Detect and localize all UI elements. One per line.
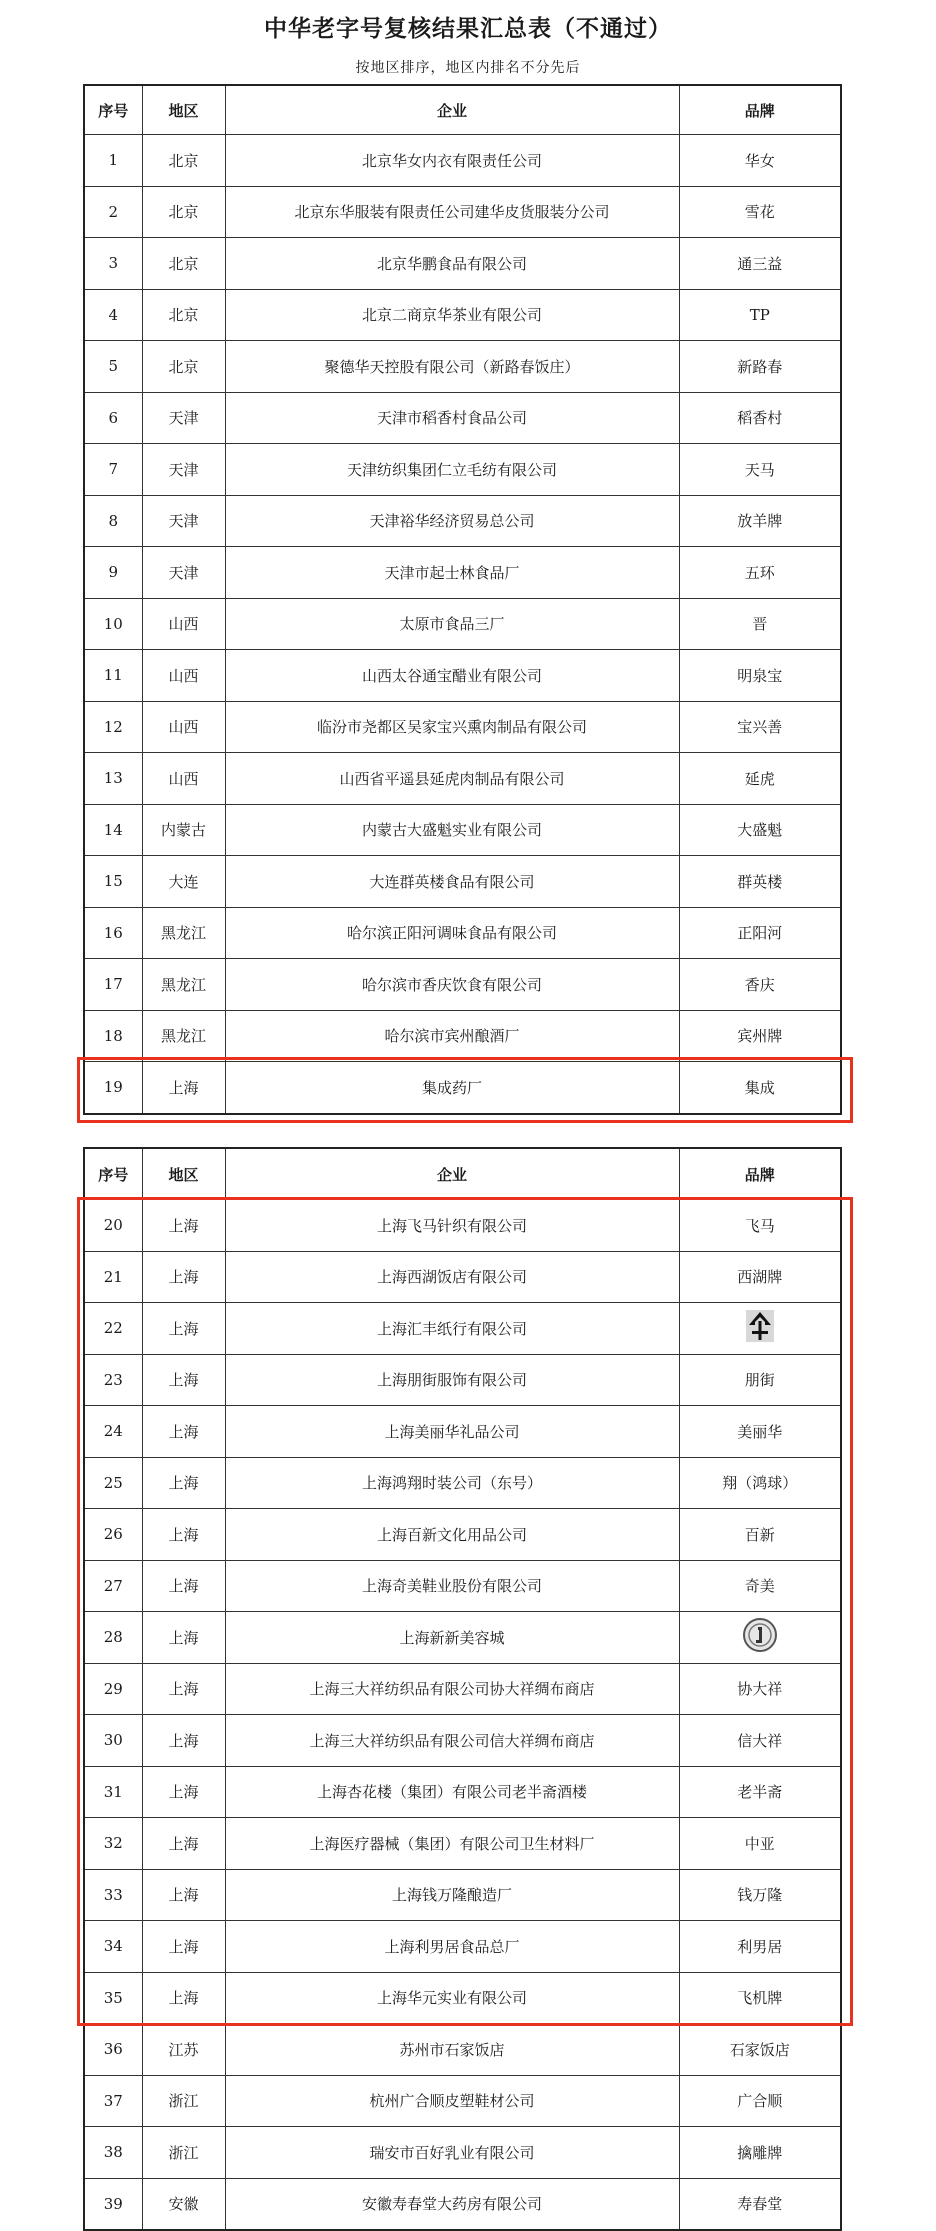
cell-no: 31 (84, 1766, 142, 1818)
cell-region: 北京 (142, 135, 225, 187)
cell-no: 21 (84, 1251, 142, 1303)
cell-region: 天津 (142, 392, 225, 444)
table-row (84, 1062, 841, 1114)
cell-region: 浙江 (142, 2075, 225, 2127)
cell-region: 上海 (142, 1766, 225, 1818)
cell-region: 安徽 (142, 2178, 225, 2230)
cell-brand: 石家饭店 (679, 2024, 841, 2076)
header-brand: 品牌 (679, 1148, 841, 1200)
cell-company: 聚德华天控股有限公司（新路春饭庄） (225, 341, 679, 393)
cell-no: 29 (84, 1663, 142, 1715)
cell-company: 上海鸿翔时装公司（东号） (225, 1457, 679, 1509)
header-no: 序号 (84, 1148, 142, 1200)
cell-company: 上海利男居食品总厂 (225, 1921, 679, 1973)
cell-company: 山西省平遥县延虎肉制品有限公司 (225, 753, 679, 805)
cell-company: 北京华鹏食品有限公司 (225, 238, 679, 290)
header-brand: 品牌 (679, 85, 841, 135)
cell-company: 临汾市尧都区吴家宝兴熏肉制品有限公司 (225, 701, 679, 753)
cell-no: 15 (84, 856, 142, 908)
cell-region: 上海 (142, 1663, 225, 1715)
cell-company: 上海三大祥纺织品有限公司协大祥绸布商店 (225, 1663, 679, 1715)
table-header-row (84, 85, 841, 135)
cell-brand: 华女 (679, 135, 841, 187)
cell-company: 哈尔滨市香庆饮食有限公司 (225, 959, 679, 1011)
cell-brand: 钱万隆 (679, 1869, 841, 1921)
cell-no: 28 (84, 1612, 142, 1664)
cell-company: 北京华女内衣有限责任公司 (225, 135, 679, 187)
cell-region: 北京 (142, 186, 225, 238)
cell-brand (679, 1303, 841, 1355)
cell-region: 上海 (142, 1062, 225, 1114)
cell-no: 14 (84, 804, 142, 856)
cell-brand: 集成 (679, 1062, 841, 1114)
cell-region: 山西 (142, 598, 225, 650)
cell-company: 安徽寿春堂大药房有限公司 (225, 2178, 679, 2230)
table-header-row (84, 1148, 841, 1200)
cell-no: 13 (84, 753, 142, 805)
cell-brand: 朋街 (679, 1354, 841, 1406)
table-row (84, 907, 841, 959)
cell-company: 上海奇美鞋业股份有限公司 (225, 1560, 679, 1612)
table-row (84, 1354, 841, 1406)
header-company: 企业 (225, 85, 679, 135)
cell-company: 大连群英楼食品有限公司 (225, 856, 679, 908)
cell-no: 5 (84, 341, 142, 393)
table-row (84, 2127, 841, 2179)
cell-region: 上海 (142, 1715, 225, 1767)
cell-company: 天津市起士林食品厂 (225, 547, 679, 599)
cell-region: 上海 (142, 1818, 225, 1870)
cell-company: 北京东华服装有限责任公司建华皮货服装分公司 (225, 186, 679, 238)
cell-company: 上海钱万隆酿造厂 (225, 1869, 679, 1921)
table-row (84, 547, 841, 599)
table-row (84, 1303, 841, 1355)
results-table-part1 (83, 84, 842, 1115)
cell-no: 10 (84, 598, 142, 650)
cell-brand: 利男居 (679, 1921, 841, 1973)
cell-company: 天津纺织集团仁立毛纺有限公司 (225, 444, 679, 496)
cell-brand: 翔（鸿球） (679, 1457, 841, 1509)
cell-company: 天津裕华经济贸易总公司 (225, 495, 679, 547)
cell-brand: 美丽华 (679, 1406, 841, 1458)
table-row (84, 2024, 841, 2076)
cell-brand: 群英楼 (679, 856, 841, 908)
cell-brand: 通三益 (679, 238, 841, 290)
cell-brand: 广合顺 (679, 2075, 841, 2127)
cell-company: 上海西湖饭店有限公司 (225, 1251, 679, 1303)
table-row (84, 238, 841, 290)
cell-region: 山西 (142, 650, 225, 702)
cell-region: 上海 (142, 1869, 225, 1921)
cell-no: 33 (84, 1869, 142, 1921)
cell-company: 内蒙古大盛魁实业有限公司 (225, 804, 679, 856)
cell-brand: 五环 (679, 547, 841, 599)
cell-company: 北京二商京华茶业有限公司 (225, 289, 679, 341)
round-seal-logo-icon (742, 1617, 778, 1657)
cell-company: 上海朋街服饰有限公司 (225, 1354, 679, 1406)
cell-no: 27 (84, 1560, 142, 1612)
cell-region: 黑龙江 (142, 959, 225, 1011)
cell-region: 上海 (142, 1921, 225, 1973)
table-row (84, 2075, 841, 2127)
cell-no: 38 (84, 2127, 142, 2179)
cell-no: 25 (84, 1457, 142, 1509)
table-row (84, 804, 841, 856)
cell-region: 上海 (142, 1303, 225, 1355)
cell-no: 34 (84, 1921, 142, 1973)
cell-brand: 香庆 (679, 959, 841, 1011)
header-region: 地区 (142, 1148, 225, 1200)
cell-region: 北京 (142, 238, 225, 290)
table-row (84, 1457, 841, 1509)
cell-brand: 飞马 (679, 1200, 841, 1252)
cell-company: 山西太谷通宝醋业有限公司 (225, 650, 679, 702)
cell-brand: 宝兴善 (679, 701, 841, 753)
cell-no: 37 (84, 2075, 142, 2127)
cell-brand: 中亚 (679, 1818, 841, 1870)
cell-no: 19 (84, 1062, 142, 1114)
cell-brand: 协大祥 (679, 1663, 841, 1715)
cell-no: 26 (84, 1509, 142, 1561)
cell-company: 杭州广合顺皮塑鞋材公司 (225, 2075, 679, 2127)
table-row (84, 1818, 841, 1870)
cell-region: 浙江 (142, 2127, 225, 2179)
cell-company: 苏州市石家饭店 (225, 2024, 679, 2076)
cell-brand: 新路春 (679, 341, 841, 393)
cell-no: 18 (84, 1010, 142, 1062)
cell-no: 11 (84, 650, 142, 702)
cell-region: 内蒙古 (142, 804, 225, 856)
cell-company: 上海杏花楼（集团）有限公司老半斋酒楼 (225, 1766, 679, 1818)
cell-company: 集成药厂 (225, 1062, 679, 1114)
cell-brand: 明泉宝 (679, 650, 841, 702)
cell-company: 天津市稻香村食品公司 (225, 392, 679, 444)
table-row (84, 289, 841, 341)
cell-region: 上海 (142, 1457, 225, 1509)
table-row (84, 1200, 841, 1252)
table-row (84, 959, 841, 1011)
table-row (84, 1560, 841, 1612)
cell-brand: 稻香村 (679, 392, 841, 444)
table-row (84, 444, 841, 496)
cell-brand: 正阳河 (679, 907, 841, 959)
cell-no: 8 (84, 495, 142, 547)
cell-brand: 大盛魁 (679, 804, 841, 856)
cell-brand: 信大祥 (679, 1715, 841, 1767)
cell-no: 4 (84, 289, 142, 341)
page-title: 中华老字号复核结果汇总表（不通过） (264, 15, 672, 42)
cell-region: 上海 (142, 1612, 225, 1664)
cell-brand: 宾州牌 (679, 1010, 841, 1062)
header-no: 序号 (84, 85, 142, 135)
cell-no: 36 (84, 2024, 142, 2076)
cell-brand: 放羊牌 (679, 495, 841, 547)
cell-no: 35 (84, 1972, 142, 2024)
table-row (84, 2178, 841, 2230)
header-company: 企业 (225, 1148, 679, 1200)
cell-region: 天津 (142, 547, 225, 599)
cell-company: 哈尔滨正阳河调味食品有限公司 (225, 907, 679, 959)
cell-company: 太原市食品三厂 (225, 598, 679, 650)
cell-brand: 延虎 (679, 753, 841, 805)
cell-region: 上海 (142, 1560, 225, 1612)
cell-region: 北京 (142, 341, 225, 393)
page-subtitle: 按地区排序，地区内排名不分先后 (355, 60, 581, 76)
cell-company: 上海新新美容城 (225, 1612, 679, 1664)
cell-no: 2 (84, 186, 142, 238)
cell-no: 20 (84, 1200, 142, 1252)
cell-no: 7 (84, 444, 142, 496)
cell-no: 24 (84, 1406, 142, 1458)
cell-brand: 百新 (679, 1509, 841, 1561)
cell-company: 上海美丽华礼品公司 (225, 1406, 679, 1458)
table-row (84, 1010, 841, 1062)
cell-region: 江苏 (142, 2024, 225, 2076)
cell-no: 23 (84, 1354, 142, 1406)
cell-company: 上海汇丰纸行有限公司 (225, 1303, 679, 1355)
table-row (84, 1509, 841, 1561)
cell-brand: 老半斋 (679, 1766, 841, 1818)
cell-company: 上海飞马针织有限公司 (225, 1200, 679, 1252)
cell-brand: 寿春堂 (679, 2178, 841, 2230)
cell-region: 黑龙江 (142, 1010, 225, 1062)
cell-region: 山西 (142, 753, 225, 805)
cell-company: 哈尔滨市宾州酿酒厂 (225, 1010, 679, 1062)
cell-brand: 西湖牌 (679, 1251, 841, 1303)
cell-region: 天津 (142, 444, 225, 496)
cell-no: 12 (84, 701, 142, 753)
table-row (84, 598, 841, 650)
cell-no: 22 (84, 1303, 142, 1355)
cell-brand: TP (679, 289, 841, 341)
cell-brand: 奇美 (679, 1560, 841, 1612)
cell-brand (679, 1612, 841, 1664)
table-row (84, 186, 841, 238)
cell-company: 上海三大祥纺织品有限公司信大祥绸布商店 (225, 1715, 679, 1767)
table-row (84, 495, 841, 547)
header-region: 地区 (142, 85, 225, 135)
cell-brand: 擒雕牌 (679, 2127, 841, 2179)
table-row (84, 701, 841, 753)
cell-region: 天津 (142, 495, 225, 547)
cell-region: 上海 (142, 1406, 225, 1458)
cell-brand: 雪花 (679, 186, 841, 238)
cell-no: 3 (84, 238, 142, 290)
cell-no: 9 (84, 547, 142, 599)
table-row (84, 1251, 841, 1303)
cell-region: 大连 (142, 856, 225, 908)
table-row (84, 1972, 841, 2024)
cell-brand: 天马 (679, 444, 841, 496)
cell-no: 17 (84, 959, 142, 1011)
cell-company: 上海医疗器械（集团）有限公司卫生材料厂 (225, 1818, 679, 1870)
cell-no: 39 (84, 2178, 142, 2230)
table-row (84, 1663, 841, 1715)
cell-region: 北京 (142, 289, 225, 341)
table-row (84, 135, 841, 187)
cell-region: 黑龙江 (142, 907, 225, 959)
table-row (84, 856, 841, 908)
cell-company: 上海百新文化用品公司 (225, 1509, 679, 1561)
cell-region: 山西 (142, 701, 225, 753)
cell-no: 6 (84, 392, 142, 444)
results-table-part2 (83, 1147, 842, 2231)
cell-no: 30 (84, 1715, 142, 1767)
cell-brand: 晋 (679, 598, 841, 650)
table-row (84, 1869, 841, 1921)
cell-company: 瑞安市百好乳业有限公司 (225, 2127, 679, 2179)
table-row (84, 341, 841, 393)
cell-region: 上海 (142, 1251, 225, 1303)
table-row (84, 753, 841, 805)
cell-no: 16 (84, 907, 142, 959)
cell-region: 上海 (142, 1972, 225, 2024)
cell-no: 32 (84, 1818, 142, 1870)
cell-no: 1 (84, 135, 142, 187)
umbrella-logo-icon (745, 1309, 775, 1347)
cell-region: 上海 (142, 1354, 225, 1406)
table-row (84, 1715, 841, 1767)
cell-region: 上海 (142, 1509, 225, 1561)
table-row (84, 1612, 841, 1664)
table-row (84, 1766, 841, 1818)
table-row (84, 1406, 841, 1458)
table-row (84, 392, 841, 444)
cell-region: 上海 (142, 1200, 225, 1252)
cell-company: 上海华元实业有限公司 (225, 1972, 679, 2024)
table-row (84, 650, 841, 702)
table-row (84, 1921, 841, 1973)
cell-brand: 飞机牌 (679, 1972, 841, 2024)
